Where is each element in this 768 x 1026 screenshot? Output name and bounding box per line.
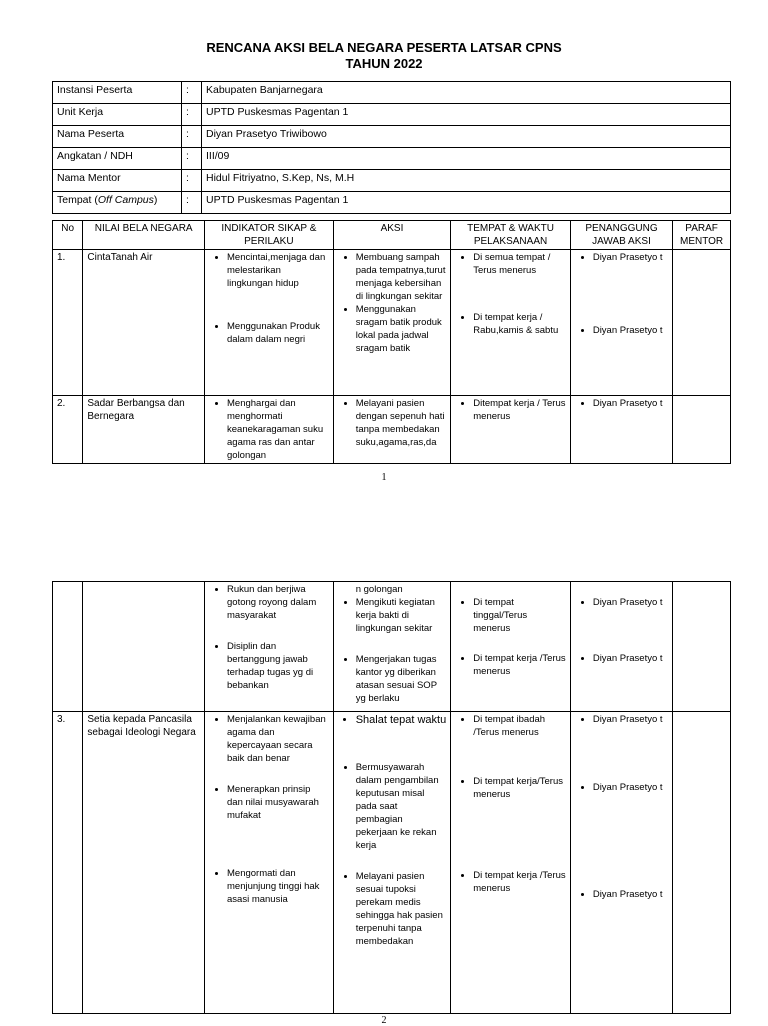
list-item: • Menggunakan Produk dalam dalam negri bbox=[227, 320, 329, 346]
aksi-cell bbox=[333, 396, 451, 464]
participant-info-table bbox=[52, 81, 731, 214]
info-row-nama-peserta bbox=[53, 126, 731, 148]
page-number-2: 2 bbox=[381, 1015, 387, 1026]
aksi-cell bbox=[333, 582, 451, 712]
penanggung-cell bbox=[570, 250, 672, 396]
action-plan-table-continued bbox=[52, 581, 731, 1014]
list-item: • Rukun dan berjiwa gotong royong dalam masyarakat bbox=[227, 583, 329, 622]
document-title bbox=[0, 40, 768, 72]
penanggung-cell bbox=[570, 396, 672, 464]
list-item: • Menjalankan kewajiban agama dan kepercayaan secara baik dan benar bbox=[227, 713, 329, 765]
paraf-cell bbox=[673, 396, 731, 464]
row-number: 2. bbox=[53, 396, 83, 464]
list-item: • Melayani pasien sesuai tupoksi perekam medis sehingga hak pasien terpenuhi tanpa membedakan bbox=[356, 870, 447, 948]
table-row bbox=[53, 396, 731, 464]
paraf-cell bbox=[673, 250, 731, 396]
action-plan-table bbox=[52, 220, 731, 464]
list-item: • Di tempat kerja/Terus menerus bbox=[473, 775, 566, 801]
table-row bbox=[53, 250, 731, 396]
paraf-cell bbox=[673, 582, 731, 712]
info-value: Diyan Prasetyo Triwibowo bbox=[202, 126, 731, 148]
indikator-cell bbox=[205, 712, 334, 1014]
list-item: • Diyan Prasetyo t bbox=[593, 324, 668, 337]
list-item: • Menggunakan sragam batik produk lokal pada jadwal sragam batik bbox=[356, 303, 447, 355]
nilai-cell: CintaTanah Air bbox=[83, 250, 205, 396]
info-separator: : bbox=[182, 104, 202, 126]
table-row bbox=[53, 712, 731, 1014]
row-number: 1. bbox=[53, 250, 83, 396]
title-line-2: TAHUN 2022 bbox=[345, 56, 423, 71]
title-line-1: RENCANA AKSI BELA NEGARA PESERTA LATSAR CPNS bbox=[206, 40, 562, 55]
indikator-cell bbox=[205, 250, 334, 396]
info-value: Hidul Fitriyatno, S.Kep, Ns, M.H bbox=[202, 170, 731, 192]
list-item: • Di tempat ibadah /Terus menerus bbox=[473, 713, 566, 739]
list-item: • Shalat tepat waktu bbox=[356, 713, 447, 727]
list-item: • Di tempat tinggal/Terus menerus bbox=[473, 596, 566, 635]
paraf-cell bbox=[673, 712, 731, 1014]
header-penanggung: PENANGGUNG JAWAB AKSI bbox=[570, 221, 672, 250]
info-separator: : bbox=[182, 148, 202, 170]
info-row-instansi bbox=[53, 82, 731, 104]
header-paraf: PARAF MENTOR bbox=[673, 221, 731, 250]
info-separator: : bbox=[182, 170, 202, 192]
indikator-cell bbox=[205, 582, 334, 712]
list-item: • Diyan Prasetyo t bbox=[593, 888, 668, 901]
table-header-row bbox=[53, 221, 731, 250]
list-item: • Mengerjakan tugas kantor yg diberikan atasan sesuai SOP yg berlaku bbox=[356, 653, 447, 705]
info-label-italic: Off Campus bbox=[97, 194, 154, 206]
header-no: No bbox=[53, 221, 83, 250]
info-label: Unit Kerja bbox=[53, 104, 182, 126]
info-value: UPTD Puskesmas Pagentan 1 bbox=[202, 192, 731, 214]
list-item: • Melayani pasien dengan sepenuh hati tanpa membedakan suku,agama,ras,da bbox=[356, 397, 447, 449]
info-value: Kabupaten Banjarnegara bbox=[202, 82, 731, 104]
list-item: • Di tempat kerja /Terus menerus bbox=[473, 869, 566, 895]
header-indikator: INDIKATOR SIKAP & PERILAKU bbox=[205, 221, 334, 250]
tempat-cell bbox=[451, 250, 571, 396]
list-item: • Diyan Prasetyo t bbox=[593, 596, 668, 609]
list-item: • Bermusyawarah dalam pengambilan keputusan misal pada saat pembagian pekerjaan ke rekan kerja bbox=[356, 761, 447, 852]
aksi-cell bbox=[333, 250, 451, 396]
info-label: Nama Mentor bbox=[53, 170, 182, 192]
info-label: Nama Peserta bbox=[53, 126, 182, 148]
nilai-cell: Setia kepada Pancasila sebagai Ideologi Negara bbox=[83, 712, 205, 1014]
tempat-cell bbox=[451, 712, 571, 1014]
list-item: • Diyan Prasetyo t bbox=[593, 781, 668, 794]
tempat-cell bbox=[451, 582, 571, 712]
header-aksi: AKSI bbox=[333, 221, 451, 250]
header-tempat: TEMPAT & WAKTU PELAKSANAAN bbox=[451, 221, 571, 250]
info-label: Instansi Peserta bbox=[53, 82, 182, 104]
info-row-tempat bbox=[53, 192, 731, 214]
info-label: Angkatan / NDH bbox=[53, 148, 182, 170]
info-row-nama-mentor bbox=[53, 170, 731, 192]
nilai-cell: Sadar Berbangsa dan Bernegara bbox=[83, 396, 205, 464]
info-label-prefix: Tempat ( bbox=[57, 194, 98, 206]
list-item: • Menerapkan prinsip dan nilai musyawarah mufakat bbox=[227, 783, 329, 822]
list-item: • Mencintai,menjaga dan melestarikan lingkungan hidup bbox=[227, 251, 329, 290]
table-row bbox=[53, 582, 731, 712]
penanggung-cell bbox=[570, 712, 672, 1014]
aksi-cell bbox=[333, 712, 451, 1014]
list-item: • Di tempat kerja /Terus menerus bbox=[473, 652, 566, 678]
info-value: UPTD Puskesmas Pagentan 1 bbox=[202, 104, 731, 126]
tempat-cell bbox=[451, 396, 571, 464]
list-item: • Mengikuti kegiatan kerja bakti di lingkungan sekitar bbox=[356, 596, 447, 635]
list-item: • Membuang sampah pada tempatnya,turut menjaga kebersihan di lingkungan sekitar bbox=[356, 251, 447, 303]
list-item: • Di semua tempat / Terus menerus bbox=[473, 251, 566, 277]
list-item: • Diyan Prasetyo t bbox=[593, 652, 668, 665]
info-value: III/09 bbox=[202, 148, 731, 170]
header-nilai: NILAI BELA NEGARA bbox=[83, 221, 205, 250]
penanggung-cell bbox=[570, 582, 672, 712]
info-label-suffix: ) bbox=[153, 194, 158, 206]
info-separator: : bbox=[182, 192, 202, 214]
info-label bbox=[53, 192, 182, 214]
info-separator: : bbox=[182, 82, 202, 104]
page-number-1: 1 bbox=[381, 472, 387, 483]
row-number bbox=[53, 582, 83, 712]
list-item: • Menghargai dan menghormati keanekaragaman suku agama ras dan antar golongan bbox=[227, 397, 329, 462]
row-number: 3. bbox=[53, 712, 83, 1014]
list-item: • Mengormati dan menjunjung tinggi hak asasi manusia bbox=[227, 867, 329, 906]
list-item: • Disiplin dan bertanggung jawab terhadap tugas yg di bebankan bbox=[227, 640, 329, 692]
list-item: • Diyan Prasetyo t bbox=[593, 713, 668, 726]
info-row-unit-kerja bbox=[53, 104, 731, 126]
indikator-cell bbox=[205, 396, 334, 464]
info-row-angkatan bbox=[53, 148, 731, 170]
list-item: • Diyan Prasetyo t bbox=[593, 397, 668, 410]
nilai-cell bbox=[83, 582, 205, 712]
list-item: • Ditempat kerja / Terus menerus bbox=[473, 397, 566, 423]
info-separator: : bbox=[182, 126, 202, 148]
list-item: • Diyan Prasetyo t bbox=[593, 251, 668, 264]
aksi-continued-text: n golongan bbox=[355, 584, 403, 595]
list-item: • Di tempat kerja / Rabu,kamis & sabtu bbox=[473, 311, 566, 337]
